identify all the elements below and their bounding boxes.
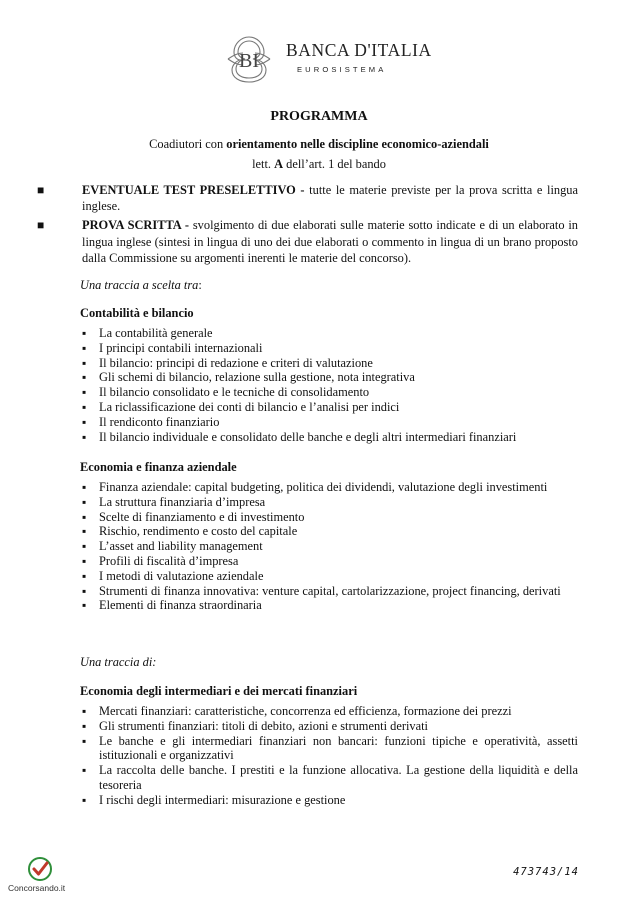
banca-italia-monogram-icon <box>224 34 274 84</box>
list-item: ▪ Scelte di finanziamento e di investimento <box>80 510 578 525</box>
list-item: ▪ Il bilancio: principi di redazione e criteri di valutazione <box>80 356 578 371</box>
list-item: ▪ Strumenti di finanza innovativa: venture capital, cartolarizzazione, project financing, derivati <box>80 584 578 599</box>
square-bullet-icon: ■ <box>37 183 45 197</box>
paragraph-preselective-test <box>37 182 578 214</box>
concorsando-logo-text: Concorsando.it <box>8 883 66 893</box>
exam-description <box>37 182 578 269</box>
list-item: ▪ L’asset and liability management <box>80 539 578 554</box>
monogram-text: BI <box>239 50 259 72</box>
section-economia-finanza <box>80 460 578 613</box>
list-item: ▪ I principi contabili internazionali <box>80 341 578 356</box>
section-title: Economia e finanza aziendale <box>80 460 237 474</box>
concorsando-logo <box>8 856 78 900</box>
list-item: ▪ I metodi di valutazione aziendale <box>80 569 578 584</box>
paragraph-lead: EVENTUALE TEST PRESELETTIVO - <box>82 183 305 197</box>
paragraph-text: svolgimento di due elaborati sulle materie sotto indicate e di un elaborato in lingua inglese (sintesi in lingua di uno dei due elaborati o commento in lingua di un brano proposto dalla Commissione su argomenti inerenti le materie del concorso). <box>82 218 578 265</box>
list-item: ▪ Il rendiconto finanziario <box>80 415 578 430</box>
bank-name: BANCA D'ITALIA <box>286 40 432 60</box>
paragraph-lead: PROVA SCRITTA - <box>82 218 190 233</box>
list-item: ▪ La contabilità generale <box>80 326 578 341</box>
subtitle-line2-prefix: lett. <box>252 157 275 171</box>
section-list <box>80 704 578 808</box>
banca-italia-logo <box>224 34 432 84</box>
paragraph-text: tutte le materie previste per la prova scritta e lingua inglese. <box>82 183 578 214</box>
section-intermediari <box>80 684 578 808</box>
list-item: ▪ La riclassificazione dei conti di bilancio e l’analisi per indici <box>80 400 578 415</box>
section-title: Economia degli intermediari e dei mercati finanziari <box>80 684 358 698</box>
choice-label-2: Una traccia di: <box>80 655 157 669</box>
bank-subtitle: EUROSISTEMA <box>297 65 387 74</box>
choice-label-1-colon: : <box>198 278 202 292</box>
choice-label-1-text: Una traccia a scelta tra <box>80 278 199 292</box>
list-item: ▪ Elementi di finanza straordinaria <box>80 598 578 613</box>
subtitle-prefix: Coadiutori con <box>149 137 227 151</box>
list-item: ▪ I rischi degli intermediari: misurazione e gestione <box>80 793 578 808</box>
paragraph-written-exam <box>37 217 578 266</box>
list-item: ▪ Le banche e gli intermediari finanziari non bancari: funzioni tipiche e operatività, assetti istituzionali e organizzativi <box>80 734 578 764</box>
square-bullet-icon: ■ <box>37 218 45 233</box>
section-title: Contabilità e bilancio <box>80 306 194 320</box>
subtitle-line2-letter: A <box>274 157 284 171</box>
section-contabilita <box>80 306 578 444</box>
page-title: PROGRAMMA <box>270 109 368 124</box>
section-list <box>80 326 578 444</box>
list-item: ▪ Gli strumenti finanziari: titoli di debito, azioni e strumenti derivati <box>80 719 578 734</box>
subtitle-line-2 <box>0 157 638 172</box>
list-item: ▪ Il bilancio individuale e consolidato delle banche e degli altri intermediari finanziari <box>80 430 578 445</box>
list-item: ▪ Finanza aziendale: capital budgeting, politica dei dividendi, valutazione degli investimenti <box>80 480 578 495</box>
section-list <box>80 480 578 613</box>
subtitle-line2-suffix: dell’art. 1 del bando <box>283 157 386 171</box>
checkmark-badge-icon <box>27 856 53 882</box>
list-item: ▪ Rischio, rendimento e costo del capitale <box>80 524 578 539</box>
list-item: ▪ Mercati finanziari: caratteristiche, concorrenza ed efficienza, formazione dei prezzi <box>80 704 578 719</box>
list-item: ▪ Gli schemi di bilancio, relazione sulla gestione, nota integrativa <box>80 370 578 385</box>
list-item: ▪ La struttura finanziaria d’impresa <box>80 495 578 510</box>
subtitle-line-1 <box>0 137 638 152</box>
choice-label-1 <box>80 278 578 293</box>
document-code: 473743/14 <box>513 866 579 878</box>
list-item: ▪ Profili di fiscalità d’impresa <box>80 554 578 569</box>
list-item: ▪ La raccolta delle banche. I prestiti e la funzione allocativa. La gestione della liquidità e della tesoreria <box>80 763 578 793</box>
subtitle-emphasis: orientamento nelle discipline economico-aziendali <box>226 137 489 151</box>
list-item: ▪ Il bilancio consolidato e le tecniche di consolidamento <box>80 385 578 400</box>
